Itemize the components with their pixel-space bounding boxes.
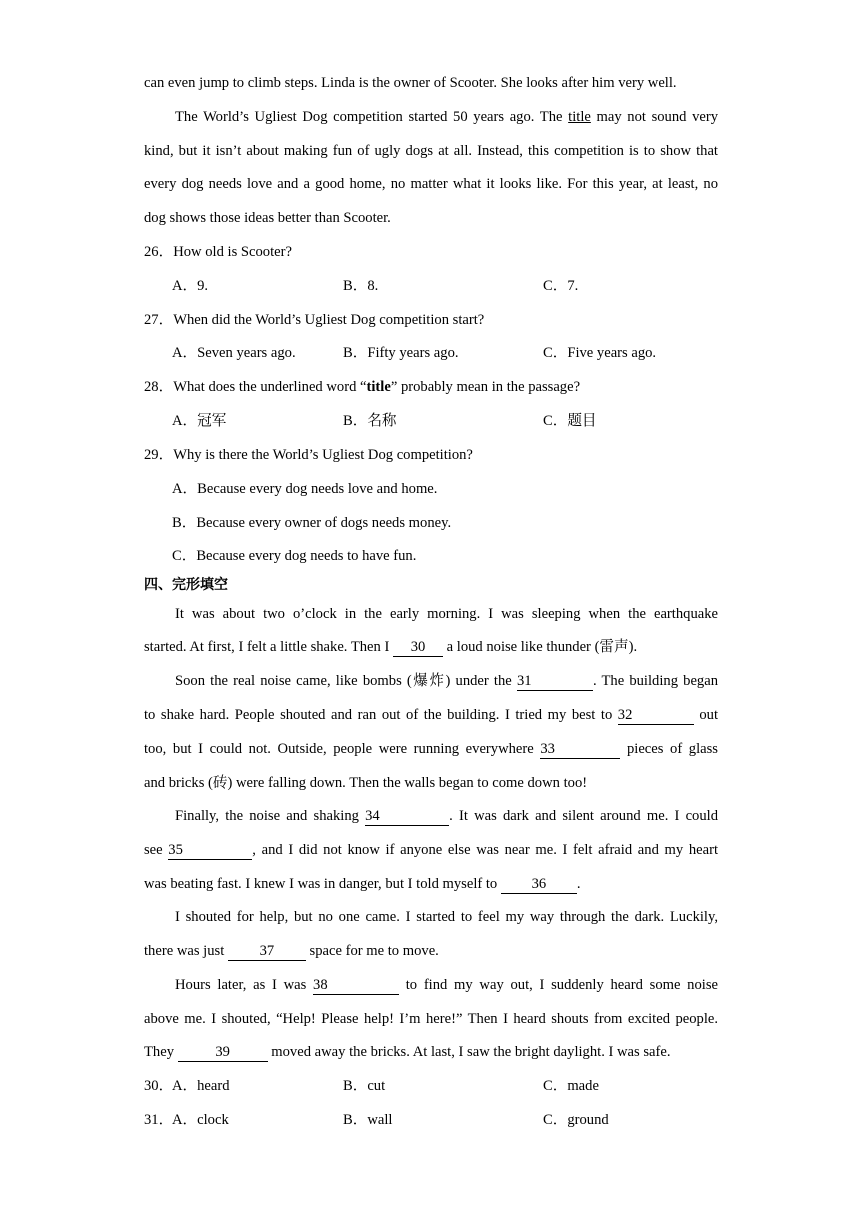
text-span: ” probably mean in the passage? <box>390 379 581 395</box>
passage-line <box>144 100 718 134</box>
cloze-line <box>144 968 718 1002</box>
cloze-line <box>144 732 718 766</box>
blank-34: 34 <box>365 808 449 826</box>
text-span: see <box>144 842 169 858</box>
passage-line: every dog needs love and a good home, no matter what it looks like. For this year, at least, no <box>144 176 718 192</box>
text-span: may not sound very <box>590 109 719 125</box>
passage-line: kind, but it isn’t about making fun of ugly dogs at all. Instead, this competition is to show that <box>144 143 718 159</box>
cloze-line <box>144 664 718 698</box>
question-options <box>144 336 718 370</box>
section-heading: 四、完形填空 <box>144 577 228 593</box>
option-b: B．8. <box>343 278 379 294</box>
option-b: B．wall <box>343 1112 393 1128</box>
cloze-line: I shouted for help, but no one came. I started to feel my way through the dark. Luckily, <box>175 909 718 925</box>
question-options <box>144 269 718 303</box>
text-span: there was just <box>144 943 228 959</box>
text-span: a loud noise like thunder (雷声). <box>442 639 638 655</box>
blank-39: 39 <box>178 1044 268 1062</box>
blank-38: 38 <box>313 977 399 995</box>
text-span: out <box>693 707 718 723</box>
cloze-line <box>144 799 718 833</box>
question-stem: 27．When did the World’s Ugliest Dog competition start? <box>144 312 485 328</box>
passage-line: can even jump to climb steps. Linda is the owner of Scooter. She looks after him very well. <box>144 75 677 91</box>
cloze-line: above me. I shouted, “Help! Please help! I’m here!” Then I heard shouts from excited people. <box>144 1011 718 1027</box>
option-c: C．ground <box>543 1112 609 1128</box>
text-span: too, but I could not. Outside, people were running everywhere <box>144 741 541 757</box>
text-span: The World’s Ugliest Dog competition started 50 years ago. The <box>175 109 569 125</box>
blank-36: 36 <box>501 876 577 894</box>
option-a: A．Because every dog needs love and home. <box>172 481 438 497</box>
choice-number: 30． <box>144 1078 174 1094</box>
text-span: Hours later, as I was <box>175 977 314 993</box>
text-span: Finally, the noise and shaking <box>175 808 366 824</box>
blank-32: 32 <box>618 707 694 725</box>
text-span: moved away the bricks. At last, I saw the bright daylight. I was safe. <box>267 1044 671 1060</box>
text-span: to shake hard. People shouted and ran out of the building. I tried my best to <box>144 707 618 723</box>
text-span: space for me to move. <box>305 943 439 959</box>
option-a: A．heard <box>172 1078 230 1094</box>
cloze-line: and bricks (砖) were falling down. Then the walls began to come down too! <box>144 775 588 791</box>
text-span: pieces of glass <box>620 741 718 757</box>
cloze-line <box>144 1035 718 1069</box>
option-c: C．Because every dog needs to have fun. <box>172 548 417 564</box>
blank-35: 35 <box>168 842 252 860</box>
option-b: B．cut <box>343 1078 386 1094</box>
cloze-line: It was about two o’clock in the early morning. I was sleeping when the earthquake <box>175 606 718 622</box>
passage-line: dog shows those ideas better than Scooter. <box>144 210 391 226</box>
question-options <box>144 472 718 506</box>
text-span: started. At first, I felt a little shake. Then I <box>144 639 393 655</box>
question-stem <box>144 370 718 404</box>
choice-number: 31． <box>144 1112 174 1128</box>
option-c: C．Five years ago. <box>543 345 657 361</box>
text-span: Soon the real noise came, like bombs (爆炸) under the <box>175 673 517 689</box>
blank-33: 33 <box>540 741 620 759</box>
option-b: B．Fifty years ago. <box>343 345 459 361</box>
choice-row <box>144 1103 718 1137</box>
cloze-line <box>144 833 718 867</box>
cloze-line <box>144 867 718 901</box>
option-a: A．Seven years ago. <box>172 345 296 361</box>
option-c: C．题目 <box>543 413 597 429</box>
text-span: . The building began <box>592 673 719 689</box>
cloze-line <box>144 934 718 968</box>
question-options <box>144 404 718 438</box>
question-stem: 29．Why is there the World’s Ugliest Dog competition? <box>144 447 473 463</box>
option-c: C．7. <box>543 278 579 294</box>
option-b: B．Because every owner of dogs needs money. <box>172 515 452 531</box>
text-span: to find my way out, I suddenly heard some noise <box>399 977 718 993</box>
text-span: , and I did not know if anyone else was near me. I felt afraid and my heart <box>252 842 718 858</box>
question-options <box>144 506 718 540</box>
blank-37: 37 <box>228 943 306 961</box>
underlined-word-title: title <box>568 109 591 125</box>
cloze-line <box>144 630 718 664</box>
text-span: was beating fast. I knew I was in danger, but I told myself to <box>144 876 501 892</box>
bold-word-title: title <box>366 379 391 395</box>
blank-30: 30 <box>393 639 443 657</box>
option-a: A．9. <box>172 278 209 294</box>
text-span: . It was dark and silent around me. I could <box>449 808 719 824</box>
question-stem: 26．How old is Scooter? <box>144 244 292 260</box>
option-c: C．made <box>543 1078 599 1094</box>
option-a: A．冠军 <box>172 413 227 429</box>
cloze-line <box>144 698 718 732</box>
text-span: . <box>576 876 581 892</box>
text-span: They <box>144 1044 178 1060</box>
option-a: A．clock <box>172 1112 229 1128</box>
option-b: B．名称 <box>343 413 397 429</box>
text-span: 28．What does the underlined word “ <box>144 379 367 395</box>
choice-row <box>144 1069 718 1103</box>
blank-31: 31 <box>517 673 593 691</box>
